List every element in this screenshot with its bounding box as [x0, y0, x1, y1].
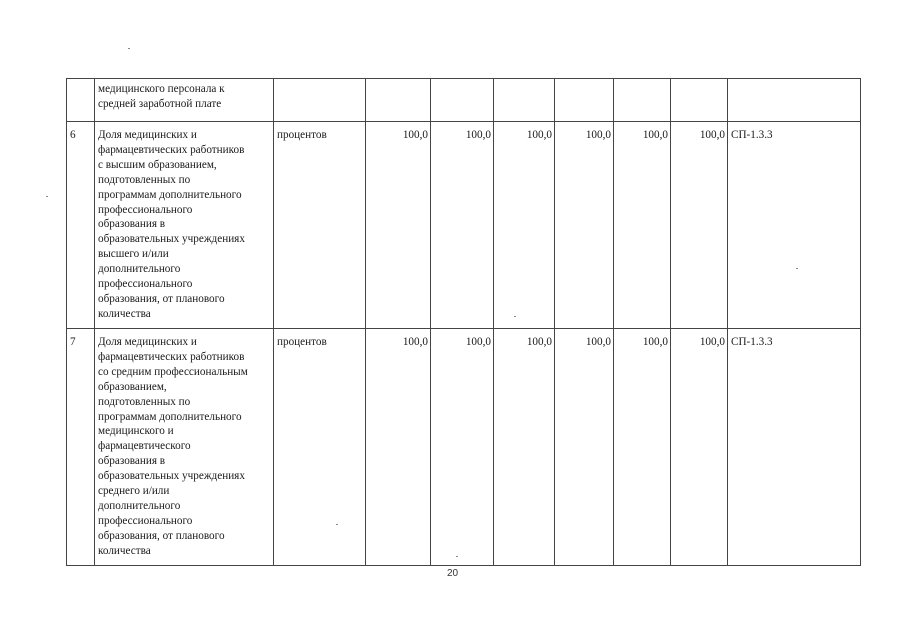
value-cell: 100,0	[494, 122, 555, 329]
value-cell: 100,0	[671, 122, 728, 329]
value-cell: 100,0	[614, 329, 671, 566]
value-cell: 100,0	[366, 329, 431, 566]
row-number-cell	[67, 79, 95, 122]
indicator-description-cell: медицинского персонала к средней заработной плате	[95, 79, 274, 122]
indicators-table	[66, 78, 861, 566]
value-cell: 100,0	[494, 329, 555, 566]
value-cell: 100,0	[431, 329, 494, 566]
page-number: 20	[446, 568, 459, 579]
scan-speck	[456, 556, 458, 557]
unit-cell	[274, 79, 366, 122]
value-cell: 100,0	[555, 122, 614, 329]
source-cell	[728, 79, 861, 122]
value-cell: 100,0	[431, 122, 494, 329]
value-cell	[431, 79, 494, 122]
table-row	[67, 329, 861, 566]
indicator-description-cell: Доля медицинских и фармацевтических работников с высшим образованием, подготовленных по программам дополнительного профессионального образования в образовательных учреждениях высшего и/или дополнительного профессионального образования, от планового количества	[95, 122, 274, 329]
scan-speck	[336, 524, 338, 525]
row-number-cell: 7	[67, 329, 95, 566]
value-cell	[614, 79, 671, 122]
value-cell: 100,0	[671, 329, 728, 566]
scan-speck	[128, 48, 130, 49]
unit-cell: процентов	[274, 329, 366, 566]
value-cell: 100,0	[555, 329, 614, 566]
source-cell: СП-1.3.3	[728, 122, 861, 329]
indicator-description-cell: Доля медицинских и фармацевтических работников со средним профессиональным образованием, подготовленных по программам дополнительного медицинского и фармацевтического образования в образовательных учреждениях среднего и/или дополнительного профессионального образования, от планового количества	[95, 329, 274, 566]
scan-speck	[796, 268, 798, 269]
value-cell	[555, 79, 614, 122]
value-cell	[366, 79, 431, 122]
value-cell	[494, 79, 555, 122]
scan-speck	[46, 196, 48, 197]
value-cell: 100,0	[614, 122, 671, 329]
unit-cell: процентов	[274, 122, 366, 329]
value-cell	[671, 79, 728, 122]
scan-speck	[514, 316, 516, 317]
value-cell: 100,0	[366, 122, 431, 329]
table-row	[67, 79, 861, 122]
table-row	[67, 122, 861, 329]
row-number-cell: 6	[67, 122, 95, 329]
source-cell: СП-1.3.3	[728, 329, 861, 566]
